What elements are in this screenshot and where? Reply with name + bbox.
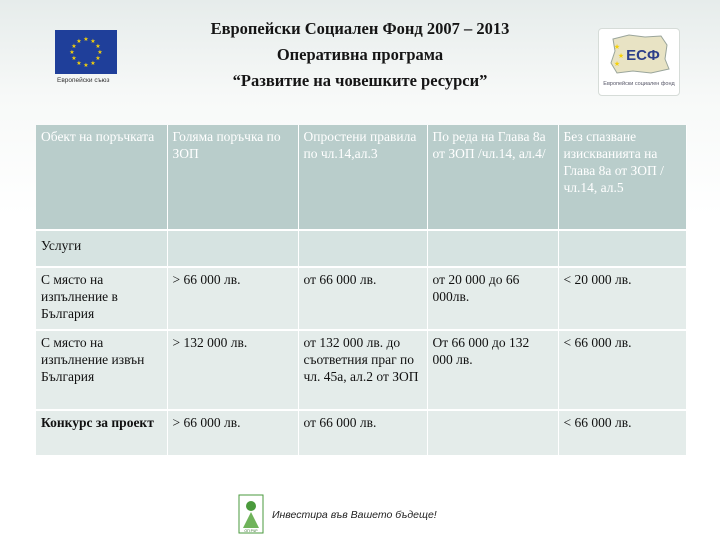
table-cell: > 66 000 лв.	[167, 267, 298, 330]
title-line-3: “Развитие на човешките ресурси”	[232, 71, 488, 90]
slide-header	[0, 0, 720, 116]
table-row	[36, 330, 686, 410]
header-cell-object: Обект на поръчката	[36, 125, 167, 230]
table-cell	[427, 410, 558, 456]
section-empty-cell	[427, 230, 558, 267]
table-section-row	[36, 230, 686, 267]
section-empty-cell	[167, 230, 298, 267]
svg-text:★: ★	[71, 43, 77, 50]
svg-text:★: ★	[97, 49, 103, 56]
op-hrd-logo-caption: ОП РЧР	[244, 529, 258, 533]
title-line-1: Европейски Социален Фонд 2007 – 2013	[210, 19, 510, 38]
section-empty-cell	[298, 230, 427, 267]
row-label: С място на изпълнение в България	[36, 267, 167, 330]
header-cell-chapter-8a: По реда на Глава 8а от ЗОП /чл.14, ал.4/	[427, 125, 558, 230]
svg-text:★: ★	[613, 60, 621, 68]
eu-flag-icon	[55, 30, 117, 74]
table-header-row	[36, 125, 686, 230]
header-cell-without-chapter-8a: Без спазване изискванията на Глава 8а от ЗОП /чл.14, ал.5	[558, 125, 686, 230]
svg-text:★: ★	[71, 55, 77, 62]
esf-logo-icon	[599, 29, 679, 81]
table-cell: от 66 000 лв.	[298, 267, 427, 330]
table-cell: от 20 000 до 66 000лв.	[427, 267, 558, 330]
svg-text:★: ★	[617, 52, 625, 60]
esf-logo-caption: Европейски социален фонд	[603, 81, 675, 87]
table-cell: От 66 000 до 132 000 лв.	[427, 330, 558, 410]
table-cell: > 132 000 лв.	[167, 330, 298, 410]
eu-logo	[55, 30, 125, 92]
table-cell: от 66 000 лв.	[298, 410, 427, 456]
procurement-thresholds-table	[36, 125, 687, 457]
header-cell-large-contract: Голяма поръчка по ЗОП	[167, 125, 298, 230]
table-cell: < 66 000 лв.	[558, 330, 686, 410]
row-label: С място на изпълнение извън България	[36, 330, 167, 410]
row-label: Конкурс за проект	[36, 410, 167, 456]
op-hrd-logo-icon	[238, 494, 264, 534]
svg-text:★: ★	[95, 43, 101, 50]
svg-text:★: ★	[69, 49, 75, 56]
table-row	[36, 267, 686, 330]
footer-slogan: Инвестира във Вашето бъдеще!	[272, 509, 437, 521]
svg-text:★: ★	[83, 62, 89, 69]
svg-text:★: ★	[83, 36, 89, 43]
svg-text:★: ★	[76, 60, 82, 67]
slide-title	[150, 16, 570, 94]
title-line-2: Оперативна програма	[276, 45, 444, 64]
header-cell-simplified-rules: Опростени правила по чл.14,ал.3	[298, 125, 427, 230]
section-label: Услуги	[36, 230, 167, 267]
table-row	[36, 410, 686, 456]
eu-logo-caption: Европейски съюз	[57, 77, 110, 84]
table-cell: > 66 000 лв.	[167, 410, 298, 456]
table-cell: < 66 000 лв.	[558, 410, 686, 456]
esf-logo-text: ЕСФ	[626, 47, 660, 64]
svg-text:★: ★	[90, 60, 96, 67]
table-cell: < 20 000 лв.	[558, 267, 686, 330]
svg-text:★: ★	[613, 43, 621, 51]
op-hrd-logo	[238, 494, 264, 534]
svg-text:★: ★	[90, 38, 96, 45]
section-empty-cell	[558, 230, 686, 267]
svg-text:★: ★	[76, 38, 82, 45]
svg-text:★: ★	[95, 55, 101, 62]
esf-logo	[598, 28, 680, 96]
table-cell: от 132 000 лв. до съответния праг по чл. 45а, ал.2 от ЗОП	[298, 330, 427, 410]
